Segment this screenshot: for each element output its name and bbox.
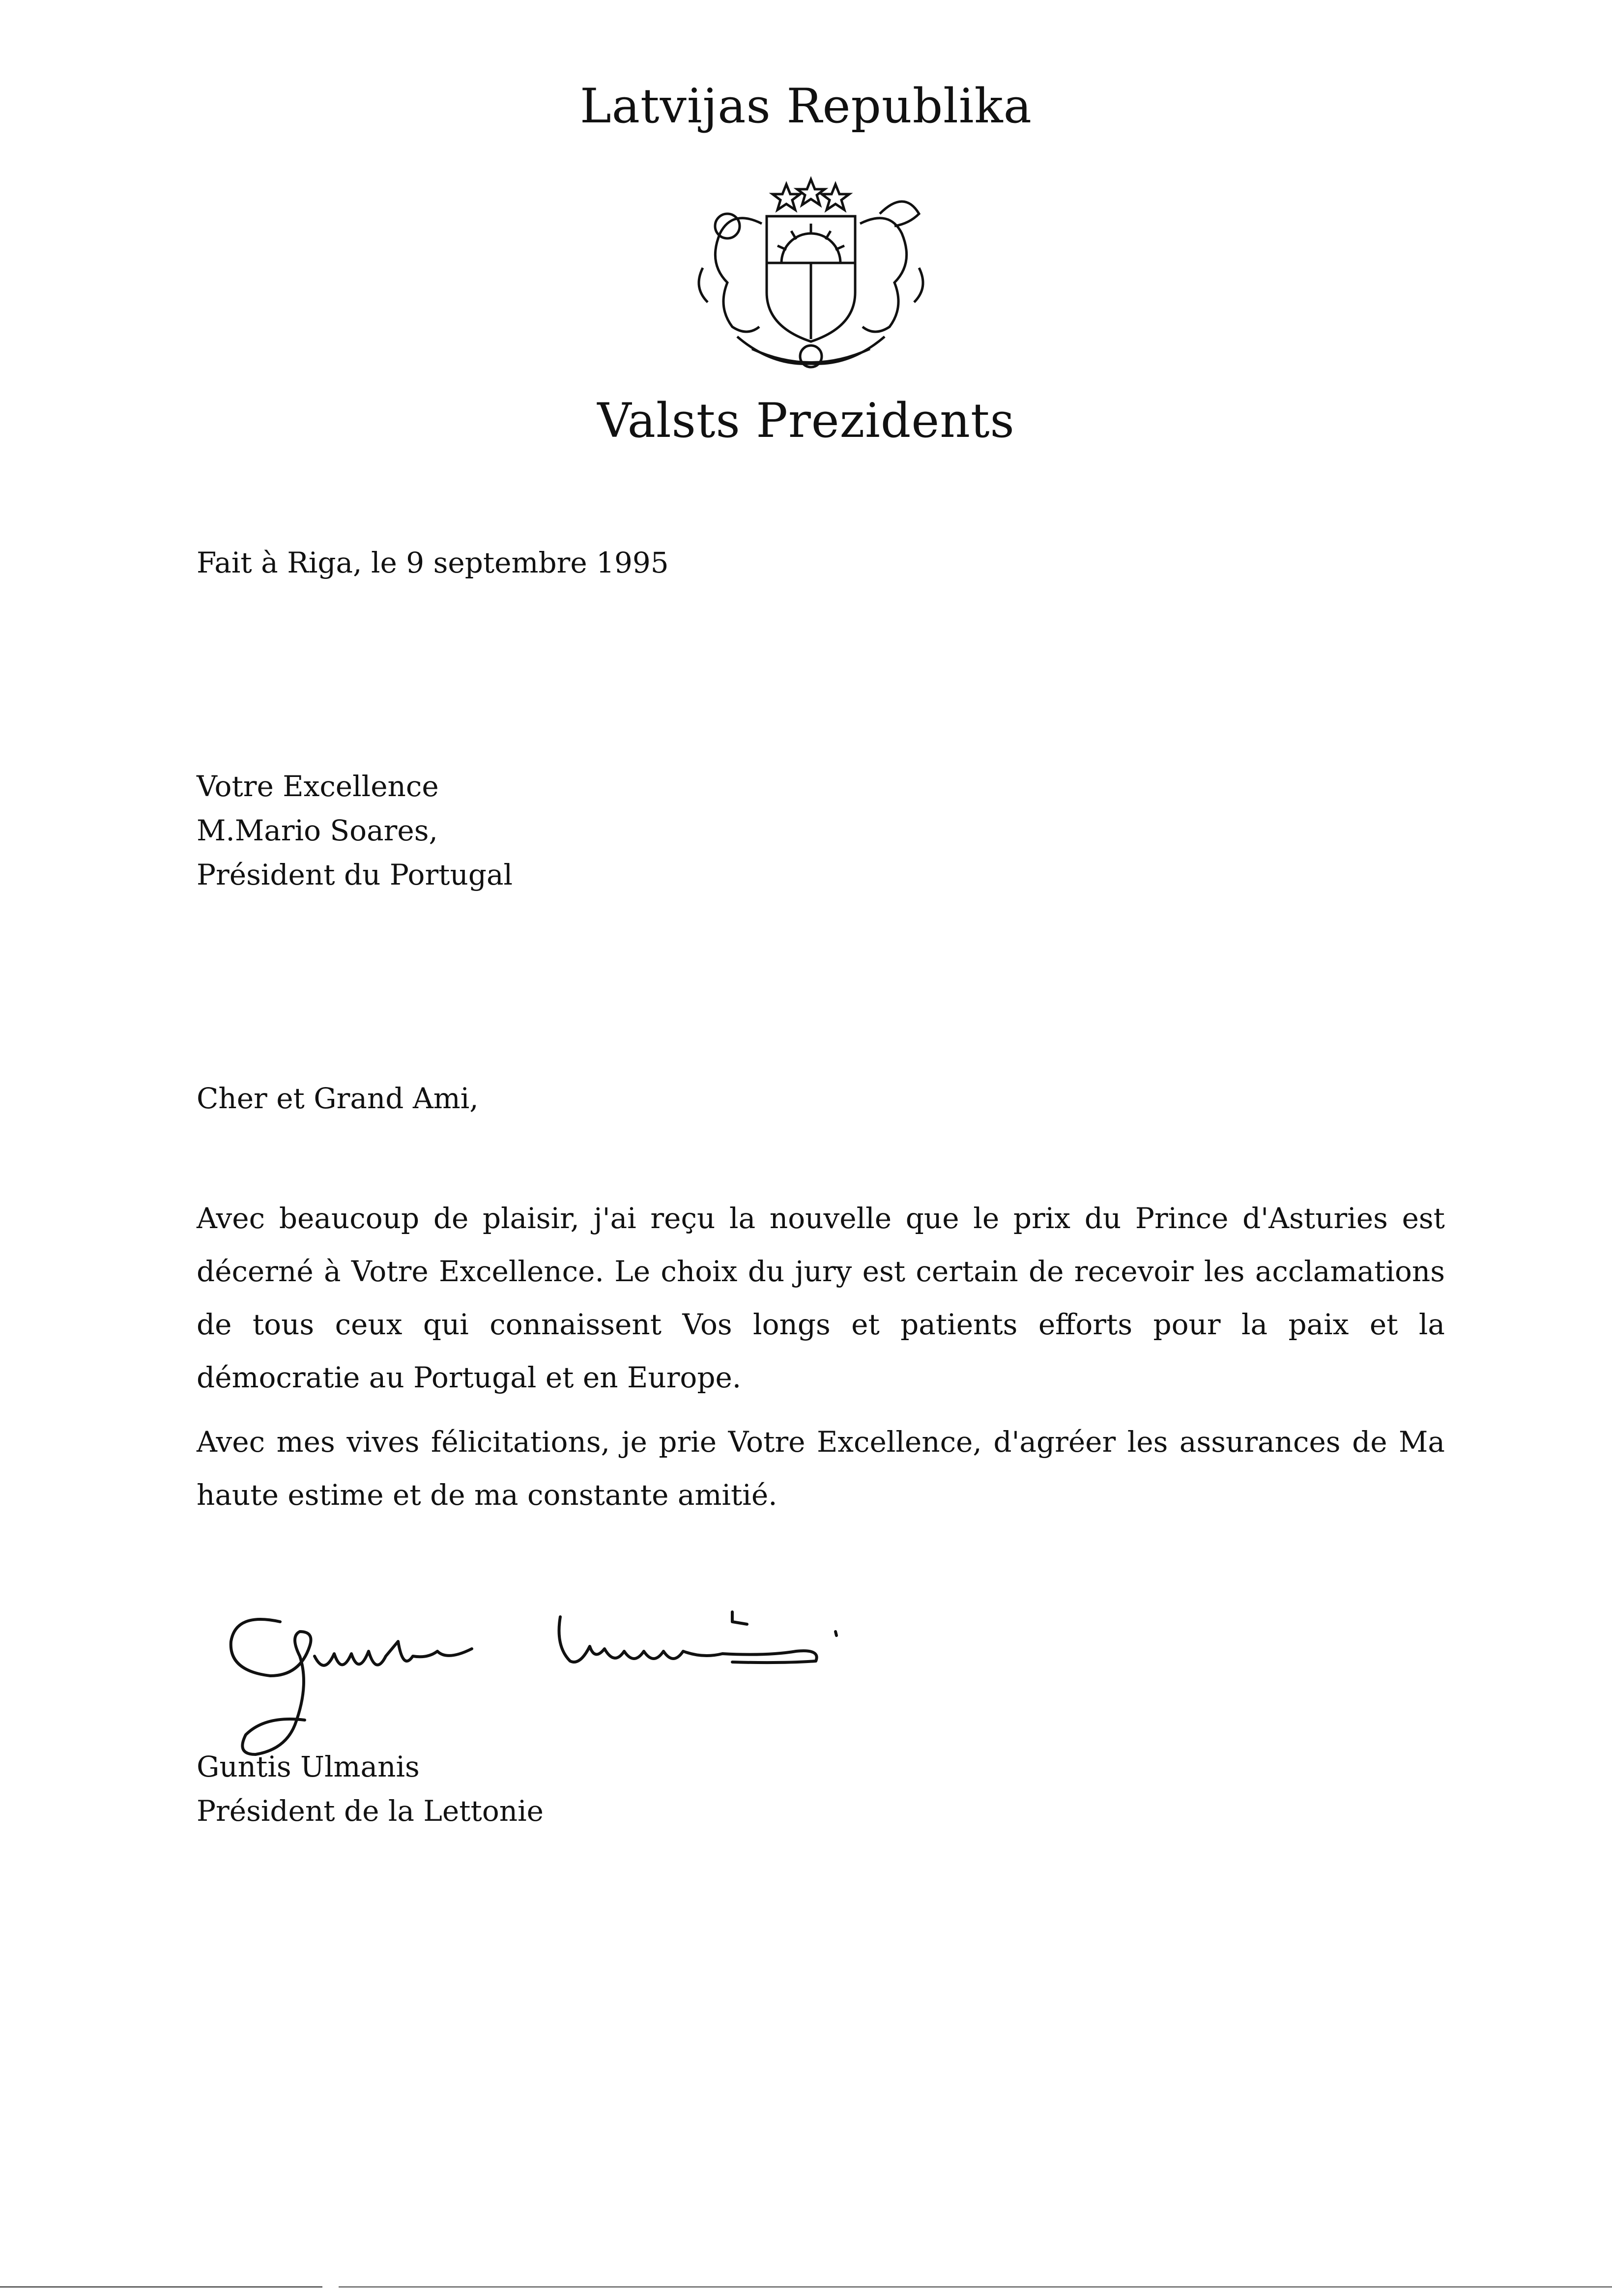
- signatory-title: Président de la Lettonie: [197, 1794, 544, 1828]
- coat-of-arms-icon: [673, 170, 949, 376]
- page-bottom-rule: [0, 2286, 1612, 2288]
- handwritten-signature-icon: [216, 1602, 1003, 1764]
- recipient-line: M.Mario Soares,: [197, 814, 438, 847]
- recipient-line: Votre Excellence: [197, 770, 439, 803]
- body-paragraph: Avec mes vives félicitations, je prie Votre Excellence, d'agréer les assurances de Ma haute estime et de ma constante amitié.: [197, 1425, 1445, 1512]
- body-paragraph: Avec beaucoup de plaisir, j'ai reçu la nouvelle que le prix du Prince d'Asturies est décerné à Votre Excellence. Le choix du jury est certain de recevoir les acclamations de tous ceux qui connaissent Vos longs et patients efforts pour la paix et la démocratie au Portugal et en Europe.: [197, 1202, 1445, 1394]
- salutation: Cher et Grand Ami,: [197, 1082, 479, 1115]
- letterhead-country: Latvijas Republika: [580, 79, 1032, 134]
- signatory-name: Guntis Ulmanis: [197, 1750, 420, 1783]
- date-line: Fait à Riga, le 9 septembre 1995: [197, 546, 669, 579]
- recipient-line: Président du Portugal: [197, 858, 513, 891]
- letterhead-office: Valsts Prezidents: [597, 393, 1015, 448]
